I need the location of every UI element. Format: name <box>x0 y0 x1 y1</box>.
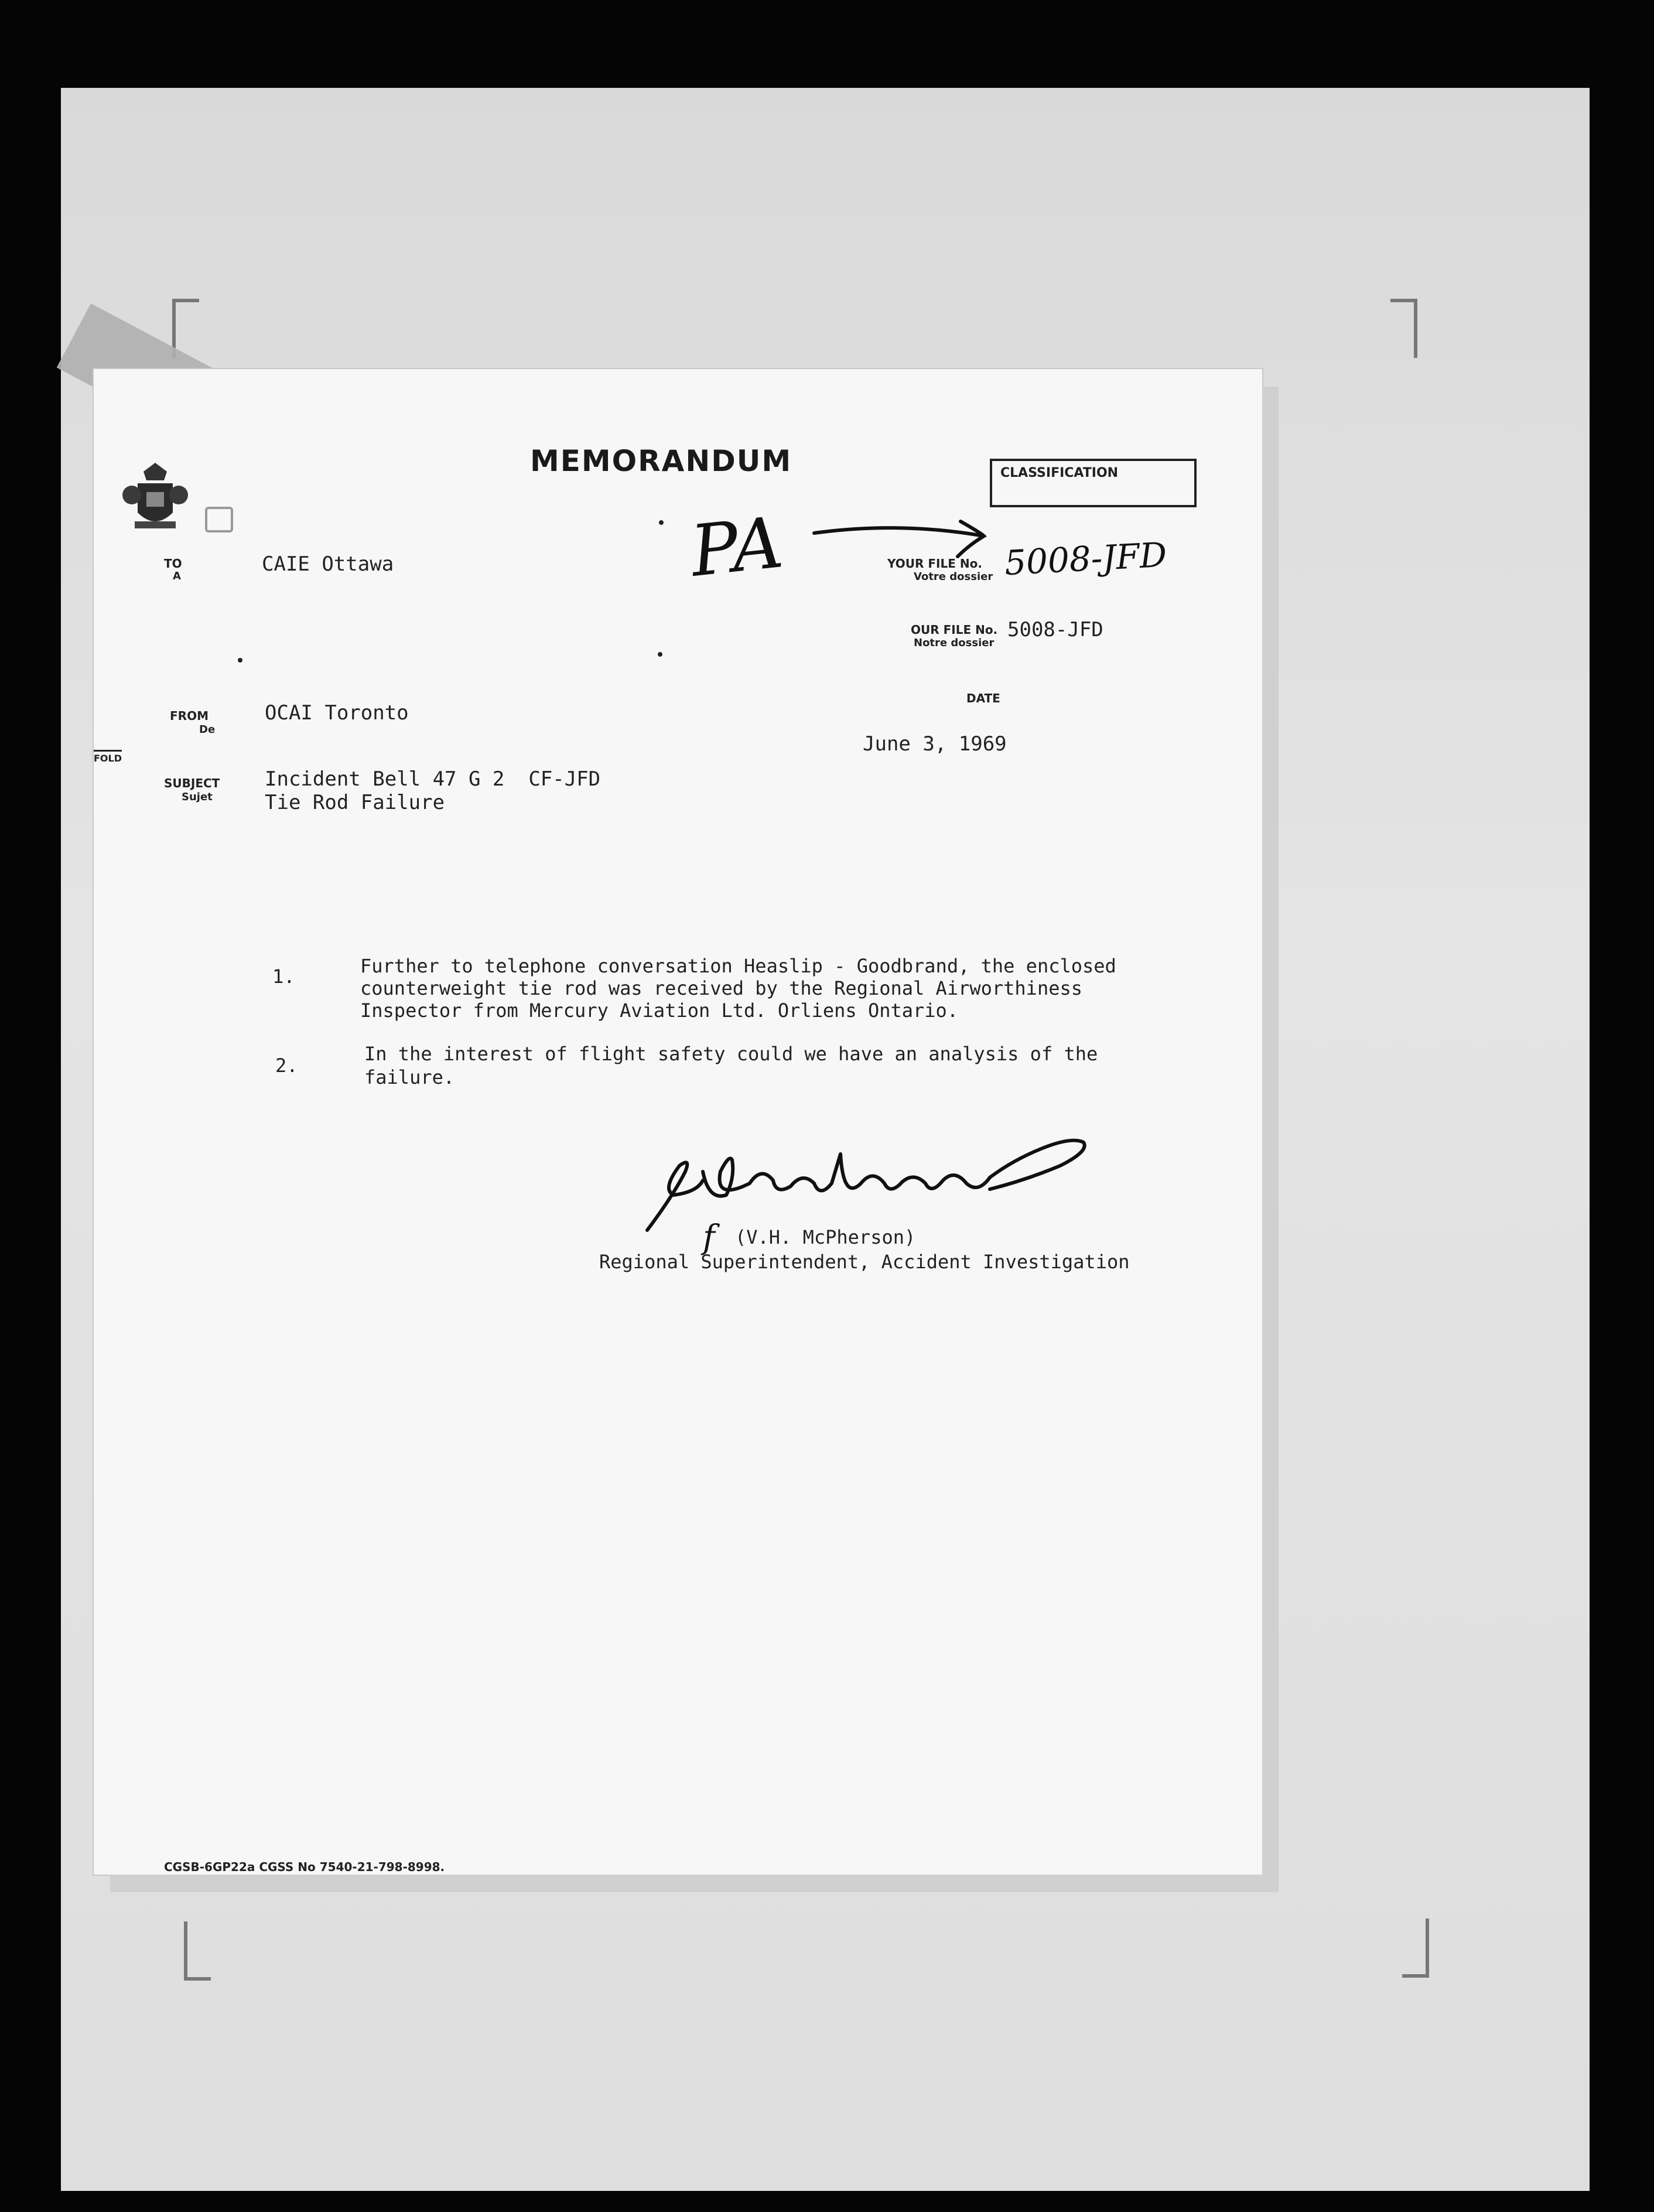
from-label: FROM <box>170 709 209 723</box>
handwritten-arrow-icon <box>811 510 993 562</box>
paragraph-1-line-3: Inspector from Mercury Aviation Ltd. Orliens Ontario. <box>360 999 959 1022</box>
paragraph-2-line-1: In the interest of flight safety could we have an analysis of the <box>364 1043 1098 1065</box>
to-label-fr: A <box>173 570 181 582</box>
handwritten-routing-note: PA <box>687 502 787 593</box>
subject-label-fr: Sujet <box>182 791 213 803</box>
from-label-fr: De <box>199 723 216 736</box>
memo-sheet <box>94 369 1262 1875</box>
signatory-title: Regional Superintendent, Accident Investigation <box>599 1251 1130 1273</box>
memorandum-title: MEMORANDUM <box>530 444 792 478</box>
signatory-name: (V.H. McPherson) <box>735 1226 916 1248</box>
paragraph-1-line-2: counterweight tie rod was received by the Regional Airworthiness <box>360 977 1082 999</box>
stamp-mark-icon <box>205 507 233 532</box>
coat-of-arms-icon <box>120 460 190 536</box>
crop-mark-top-right <box>1390 299 1417 358</box>
your-file-label: YOUR FILE No. <box>887 557 982 571</box>
our-file-label: OUR FILE No. <box>911 623 998 637</box>
paragraph-number-1: 1. <box>272 965 295 988</box>
form-footer-code: CGSB-6GP22a CGSS No 7540-21-798-8998. <box>164 1860 445 1874</box>
to-label: TO <box>164 557 182 571</box>
subject-line-2: Tie Rod Failure <box>265 791 445 814</box>
classification-box <box>990 459 1197 507</box>
subject-line-1: Incident Bell 47 G 2 CF-JFD <box>265 767 601 791</box>
crop-mark-bottom-left <box>184 1921 211 1981</box>
paragraph-number-2: 2. <box>275 1054 298 1077</box>
our-file-label-fr: Notre dossier <box>914 637 995 649</box>
handwritten-your-file-no: 5008-JFD <box>1003 534 1168 583</box>
from-value: OCAI Toronto <box>265 701 409 725</box>
date-label: DATE <box>966 691 1000 705</box>
date-value: June 3, 1969 <box>863 732 1007 756</box>
dot-mark <box>659 520 664 525</box>
crop-mark-bottom-right <box>1402 1919 1429 1978</box>
dot-mark <box>658 652 662 657</box>
our-file-value: 5008-JFD <box>1007 618 1103 641</box>
handwritten-per-mark: f <box>703 1218 715 1257</box>
subject-label: SUBJECT <box>164 776 220 790</box>
dot-mark <box>238 658 242 663</box>
your-file-label-fr: Votre dossier <box>914 571 993 583</box>
classification-label: CLASSIFICATION <box>1000 466 1119 480</box>
fold-label: FOLD <box>94 750 122 764</box>
paragraph-2-line-2: failure. <box>364 1066 455 1088</box>
paragraph-1-line-1: Further to telephone conversation Heaslip - Goodbrand, the enclosed <box>360 955 1116 977</box>
to-value: CAIE Ottawa <box>262 552 394 576</box>
